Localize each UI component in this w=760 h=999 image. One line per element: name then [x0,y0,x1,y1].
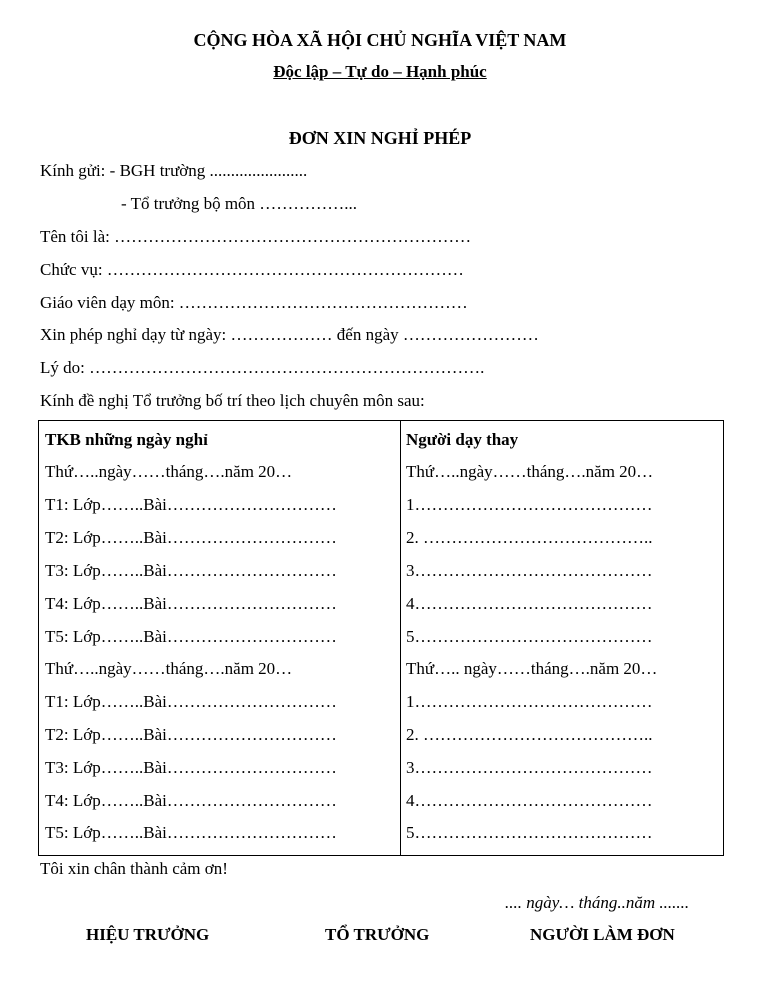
right-row: 2. ………………………………….. [406,725,653,744]
leave-dates-field: Xin phép nghỉ dạy từ ngày: ……………… đến ngày …………………… [40,325,539,344]
left-row: T2: Lớp……..Bài………………………… [45,725,337,744]
schedule-table [38,420,724,856]
right-row: 3…………………………………… [406,758,653,777]
position-field: Chức vụ: ……………………………………………………… [40,260,464,279]
document-title: ĐƠN XIN NGHỈ PHÉP [288,128,472,148]
date-line: .... ngày… tháng..năm ....... [505,893,690,912]
name-field: Tên tôi là: ……………………………………………………… [40,227,472,246]
left-column-header: TKB những ngày nghỉ [45,430,208,449]
right-row: 3…………………………………… [406,561,653,580]
left-row: T3: Lớp……..Bài………………………… [45,758,337,777]
country-heading: CỘNG HÒA XÃ HỘI CHỦ NGHĨA VIỆT NAM [193,30,567,50]
left-row: T5: Lớp……..Bài………………………… [45,627,337,646]
right-row: 5…………………………………… [406,627,653,646]
left-row: T2: Lớp……..Bài………………………… [45,528,337,547]
table-column-divider [400,421,401,855]
thanks-line: Tôi xin chân thành cảm ơn! [40,859,228,878]
subject-field: Giáo viên dạy môn: …………………………………………… [40,293,468,312]
right-row: Thứ…..ngày……tháng….năm 20… [406,462,654,481]
left-row: T5: Lớp……..Bài………………………… [45,823,337,842]
right-row: 1…………………………………… [406,495,653,514]
recipient-line-2: - Tổ trưởng bộ môn ……………... [121,194,358,213]
left-row: T1: Lớp……..Bài………………………… [45,692,337,711]
left-row: Thứ…..ngày……tháng….năm 20… [45,462,293,481]
signature-principal: HIỆU TRƯỞNG [86,925,210,944]
recipient-line-1: Kính gửi: - BGH trường ....................... [40,161,308,180]
right-row: 5…………………………………… [406,823,653,842]
signature-head: TỔ TRƯỞNG [325,925,430,944]
request-line: Kính đề nghị Tổ trưởng bố trí theo lịch chuyên môn sau: [40,391,425,410]
right-row: 4…………………………………… [406,594,653,613]
left-row: T3: Lớp……..Bài………………………… [45,561,337,580]
left-row: T4: Lớp……..Bài………………………… [45,594,337,613]
signature-applicant: NGƯỜI LÀM ĐƠN [530,925,675,944]
reason-field: Lý do: ……………………………………………………………. [40,358,485,377]
left-row: T1: Lớp……..Bài………………………… [45,495,337,514]
left-row: Thứ…..ngày……tháng….năm 20… [45,659,293,678]
motto-heading: Độc lập – Tự do – Hạnh phúc [273,62,487,81]
right-row: Thứ….. ngày……tháng….năm 20… [406,659,658,678]
right-column-header: Người dạy thay [406,430,519,449]
right-row: 2. ………………………………….. [406,528,653,547]
right-row: 1…………………………………… [406,692,653,711]
left-row: T4: Lớp……..Bài………………………… [45,791,337,810]
right-row: 4…………………………………… [406,791,653,810]
